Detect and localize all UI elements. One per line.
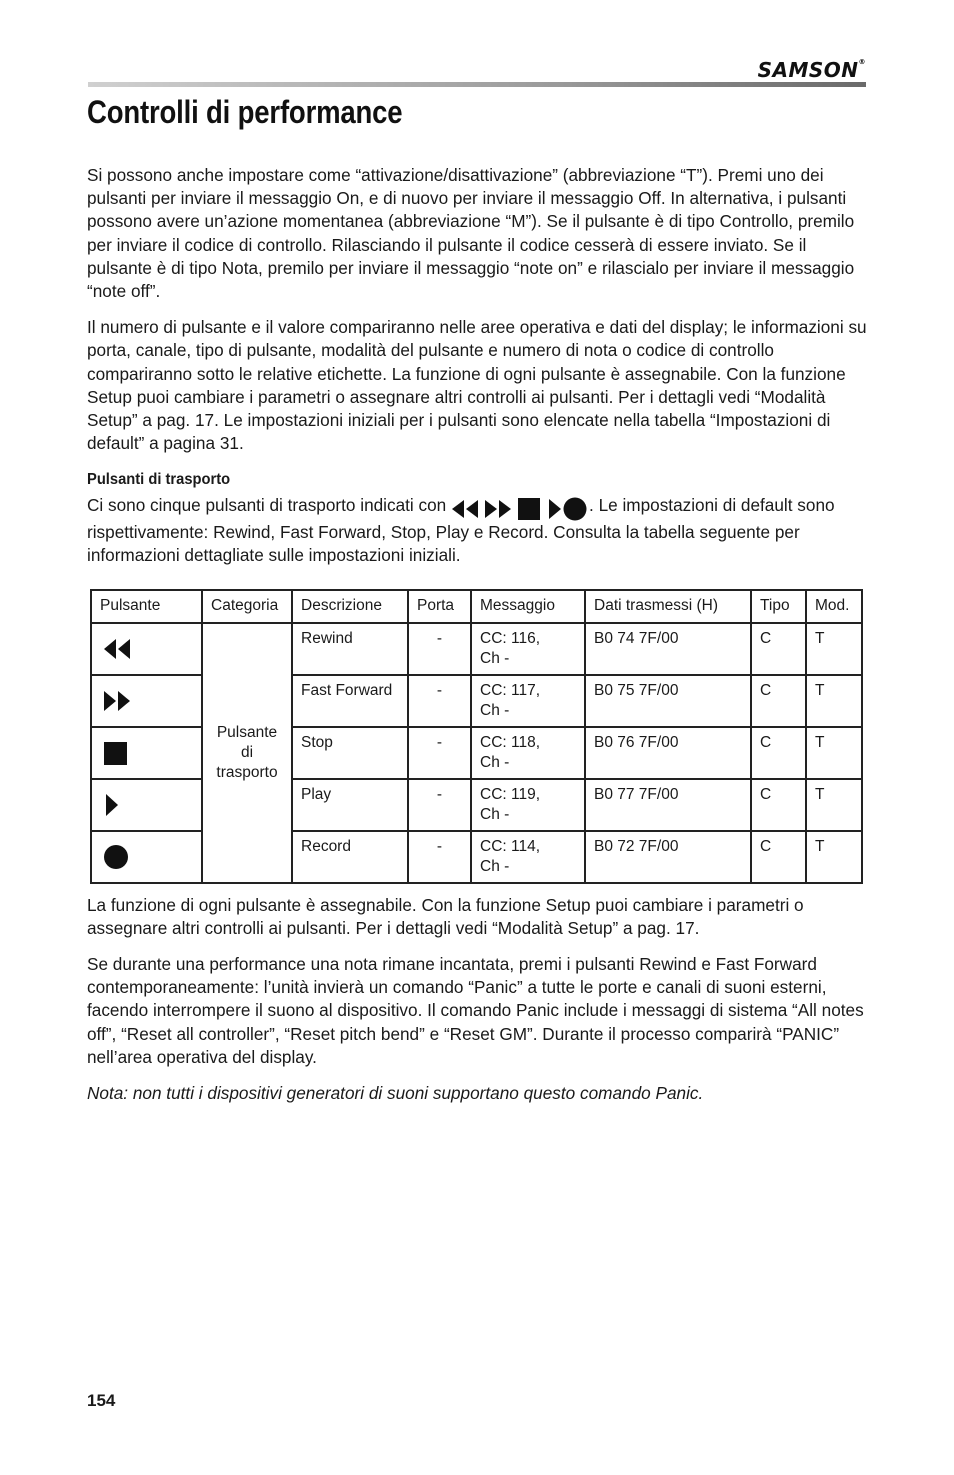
message-cc: CC: 117,: [480, 681, 541, 699]
rewind-icon: [451, 499, 479, 519]
record-icon: [103, 844, 129, 870]
paragraph-assignable: La funzione di ogni pulsante è assegnabile. Con la funzione Setup puoi cambiare i parametri o assegnare altri controlli ai pulsanti. Per i dettagli vedi “Modalità Setup” a pag. 17.: [87, 894, 804, 938]
table-header-cell: Descrizione: [292, 590, 408, 623]
description-cell: Record: [292, 831, 408, 883]
message-channel: Ch -: [480, 857, 510, 875]
type-cell: C: [751, 779, 806, 831]
description-cell: Stop: [292, 727, 408, 779]
table-header-cell: Dati trasmessi (H): [585, 590, 751, 623]
description-cell: Rewind: [292, 623, 408, 675]
table-header-cell: Messaggio: [471, 590, 585, 623]
fast-forward-icon: [103, 690, 131, 712]
port-cell: -: [408, 623, 471, 675]
message-cell: [471, 675, 585, 727]
table-header-cell: Categoria: [202, 590, 292, 623]
table-header-cell: Pulsante: [91, 590, 202, 623]
data-cell: B0 75 7F/00: [585, 675, 751, 727]
header-rule: [88, 82, 866, 87]
paragraph-transport-intro: [87, 494, 867, 568]
page-title: Controlli di performance: [87, 94, 403, 130]
message-channel: Ch -: [480, 649, 510, 667]
port-cell: -: [408, 831, 471, 883]
message-cc: CC: 118,: [480, 733, 541, 751]
message-cell: [471, 779, 585, 831]
button-cell: [91, 779, 202, 831]
data-cell: B0 76 7F/00: [585, 727, 751, 779]
type-cell: C: [751, 675, 806, 727]
table-header-cell: Porta: [408, 590, 471, 623]
record-icon: [563, 497, 587, 521]
mode-cell: T: [806, 779, 862, 831]
port-cell: -: [408, 675, 471, 727]
page-number: 154: [87, 1391, 116, 1410]
transport-icons-inline: [451, 497, 587, 521]
description-cell: Play: [292, 779, 408, 831]
transport-table: [90, 589, 863, 884]
data-cell: B0 72 7F/00: [585, 831, 751, 883]
paragraph-display-info: Il numero di pulsante e il valore compariranno nelle aree operativa e dati del display; le informazioni su porta, canale, tipo di pulsante, modalità del pulsante e numero di nota o codice di controllo compariranno sotto le relative etichette. La funzione di ogni pulsante è assegnabile. Con la funzione Setup puoi cambiare i parametri o assegnare altri controlli ai pulsanti. Per i dettagli vedi “Modalità Setup” a pag. 17. Le impostazioni iniziali per i pulsanti sono elencate nella tabella “Impostazioni di default” a pagina 31.: [87, 317, 867, 454]
paragraph-toggle-mode: Si possono anche impostare come “attivazione/disattivazione” (abbreviazione “T”). Premi uno dei pulsanti per inviare il messaggio On, e di nuovo per inviare il messaggio Off. In alternativa, i pulsanti possono avere un’azione momentanea (abbreviazione “M”). Se il pulsante è di tipo Controllo, premilo per inviare il codice di controllo. Rilasciando il pulsante il codice cesserà di essere inviato. Se il pulsante è di tipo Nota, premilo per inviare il messaggio “note on” e rilascialo per inviare il messaggio “note off”.: [87, 165, 855, 302]
type-cell: C: [751, 727, 806, 779]
fast-forward-icon: [484, 499, 512, 519]
stop-icon: [517, 498, 543, 520]
message-channel: Ch -: [480, 805, 510, 823]
type-cell: C: [751, 831, 806, 883]
mode-cell: T: [806, 831, 862, 883]
type-cell: C: [751, 623, 806, 675]
port-cell: -: [408, 779, 471, 831]
mode-cell: T: [806, 623, 862, 675]
play-icon: [548, 498, 562, 520]
message-cell: [471, 727, 585, 779]
button-cell: [91, 727, 202, 779]
description-cell: Fast Forward: [292, 675, 408, 727]
mode-cell: T: [806, 675, 862, 727]
table-header-row: [91, 590, 862, 623]
message-channel: Ch -: [480, 753, 510, 771]
brand-name: SAMSON: [757, 58, 859, 82]
message-cell: [471, 831, 585, 883]
samson-logo: [758, 58, 866, 82]
button-cell: [91, 831, 202, 883]
play-icon: [103, 793, 123, 817]
page-content: [87, 164, 867, 1118]
registered-mark: ®: [858, 58, 866, 66]
panic-note: Nota: non tutti i dispositivi generatori di suoni supportano questo comando Panic.: [87, 1082, 704, 1103]
category-cell: Pulsante di trasporto: [202, 623, 292, 883]
rewind-icon: [103, 638, 131, 660]
transport-intro-text: Ci sono cinque pulsanti di trasporto indicati con: [87, 494, 447, 515]
table-header-cell: Tipo: [751, 590, 806, 623]
data-cell: B0 74 7F/00: [585, 623, 751, 675]
button-cell: [91, 623, 202, 675]
message-cell: [471, 623, 585, 675]
mode-cell: T: [806, 727, 862, 779]
table-row: [91, 623, 862, 675]
message-cc: CC: 114,: [480, 837, 541, 855]
stop-icon: [103, 741, 129, 765]
button-cell: [91, 675, 202, 727]
table-header-cell: Mod.: [806, 590, 862, 623]
subheading-transport: Pulsanti di trasporto: [87, 471, 231, 489]
data-cell: B0 77 7F/00: [585, 779, 751, 831]
port-cell: -: [408, 727, 471, 779]
message-cc: CC: 119,: [480, 785, 541, 803]
transport-intro-text-end: . Le impostazioni di default sono rispettivamente: Rewind, Fast Forward, Stop, Play e Record. Consulta la tabella seguente per informazioni dettagliate sulle impostazioni iniziali.: [87, 494, 835, 566]
message-channel: Ch -: [480, 701, 510, 719]
paragraph-panic: Se durante una performance una nota rimane incantata, premi i pulsanti Rewind e Fast Forward contemporaneamente: l’unità invierà un comando “Panic” a tutte le porte e canali di suoni esterni, facendo interrompere il suono al dispositivo. Il comando Panic include i messaggi di sistema “All notes off”, “Reset all controller”, “Reset pitch bend” e “Reset GM”. Durante il processo comparirà “PANIC” nell’area operativa del display.: [87, 953, 864, 1067]
message-cc: CC: 116,: [480, 629, 541, 647]
